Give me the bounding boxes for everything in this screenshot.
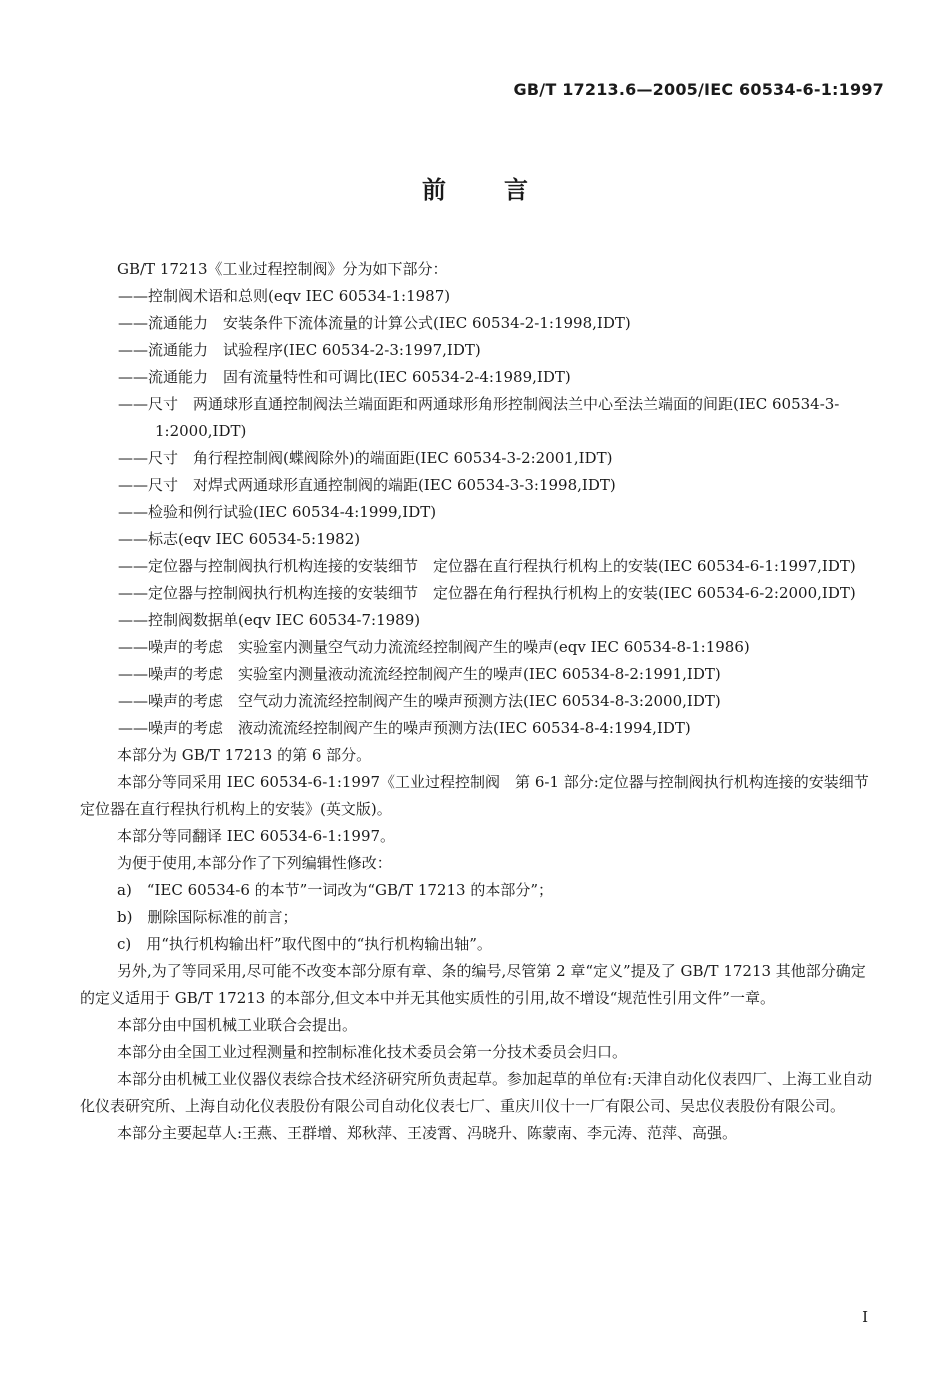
part-item: ——尺寸 角行程控制阀(蝶阀除外)的端面距(IEC 60534-3-2:2001,IDT) [118,449,613,467]
parts-list [80,283,880,742]
page-number: I [862,1308,868,1326]
edits-intro-paragraph: 为便于使用,本部分作了下列编辑性修改： [117,854,392,872]
part-item: ——噪声的考虑 实验室内测量液动流流经控制阀产生的噪声(IEC 60534-8-2:1991,IDT) [118,665,721,683]
committee-paragraph: 本部分由全国工业过程测量和控制标准化技术委员会第一分技术委员会归口。 [117,1043,628,1061]
intro-paragraph: GB/T 17213《工业过程控制阀》分为如下部分： [117,260,448,278]
note-paragraph: 另外,为了等同采用,尽可能不改变本部分原有章、条的编号,尽管第 2 章“定义”提及了 GB/T 17213 其他部分确定的定义适用于 GB/T 17213 的本部分,但文本中并无其他实质性的引用,故不增设“规范性引用文件”一章。 [80,962,866,1007]
edit-item: a) “IEC 60534-6 的本节”一词改为“GB/T 17213 的本部分”； [117,881,554,899]
part-item: ——尺寸 两通球形直通控制阀法兰端面距和两通球形角形控制阀法兰中心至法兰端面的间距(IEC 60534-3-1:2000,IDT) [118,395,840,440]
drafting-org-paragraph: 本部分由机械工业仪器仪表综合技术经济研究所负责起草。参加起草的单位有:天津自动化仪表四厂、上海工业自动化仪表研究所、上海自动化仪表股份有限公司自动化仪表七厂、重庆川仪十一厂有限公司、吴忠仪表股份有限公司。 [80,1070,873,1115]
standard-id-header: GB/T 17213.6—2005/IEC 60534-6-1:1997 [513,80,884,99]
edits-list [80,877,880,958]
part-item: ——定位器与控制阀执行机构连接的安装细节 定位器在直行程执行机构上的安装(IEC 60534-6-1:1997,IDT) [118,557,856,575]
part-item: ——流通能力 安装条件下流体流量的计算公式(IEC 60534-2-1:1998,IDT) [118,314,631,332]
page-title: 前言 [422,176,586,204]
part-item: ——噪声的考虑 空气动力流流经控制阀产生的噪声预测方法(IEC 60534-8-3:2000,IDT) [118,692,721,710]
document-body [80,256,884,1147]
part-item: ——噪声的考虑 实验室内测量空气动力流流经控制阀产生的噪声(eqv IEC 60534-8-1:1986) [118,638,750,656]
part-item: ——标志(eqv IEC 60534-5:1982) [118,530,361,548]
part-number-paragraph: 本部分为 GB/T 17213 的第 6 部分。 [117,746,372,764]
drafters-paragraph: 本部分主要起草人:王燕、王群增、郑秋萍、王凌霄、冯晓升、陈蒙南、李元涛、范萍、高强。 [117,1124,738,1142]
edit-item: c) 用“执行机构输出杆”取代图中的“执行机构输出轴”。 [117,935,492,953]
part-item: ——噪声的考虑 液动流流经控制阀产生的噪声预测方法(IEC 60534-8-4:1994,IDT) [118,719,691,737]
part-item: ——控制阀术语和总则(eqv IEC 60534-1:1987) [118,287,451,305]
proposer-paragraph: 本部分由中国机械工业联合会提出。 [117,1016,358,1034]
adoption-paragraph: 本部分等同采用 IEC 60534-6-1:1997《工业过程控制阀 第 6-1 部分:定位器与控制阀执行机构连接的安装细节 定位器在直行程执行机构上的安装》(英文版)。 [80,773,884,818]
part-item: ——控制阀数据单(eqv IEC 60534-7:1989) [118,611,421,629]
part-item: ——检验和例行试验(IEC 60534-4:1999,IDT) [118,503,437,521]
part-item: ——流通能力 固有流量特性和可调比(IEC 60534-2-4:1989,IDT) [118,368,571,386]
part-item: ——定位器与控制阀执行机构连接的安装细节 定位器在角行程执行机构上的安装(IEC 60534-6-2:2000,IDT) [118,584,856,602]
part-item: ——流通能力 试验程序(IEC 60534-2-3:1997,IDT) [118,341,481,359]
part-item: ——尺寸 对焊式两通球形直通控制阀的端距(IEC 60534-3-3:1998,IDT) [118,476,616,494]
translation-paragraph: 本部分等同翻译 IEC 60534-6-1:1997。 [117,827,396,845]
edit-item: b) 删除国际标准的前言； [117,908,298,926]
